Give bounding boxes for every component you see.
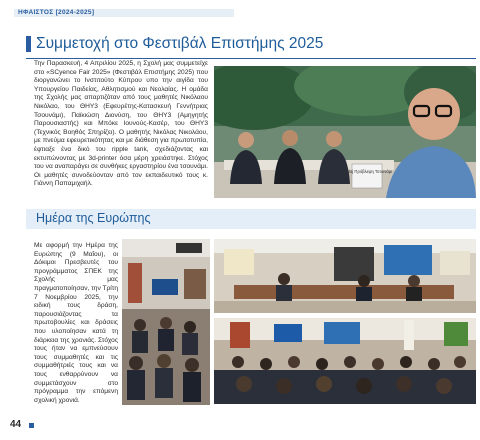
science-fair-photo [214,66,476,198]
page-number: 44 [10,419,22,430]
section-title-science-festival: Συμμετοχή στο Φεστιβάλ Επιστήμης 2025 [36,35,324,52]
section-title-europe-day: Ημέρα της Ευρώπης [36,211,151,225]
magazine-header: ΗΦΑΙΣΤΟΣ [2024-2025] [18,9,95,16]
presentation-photo-top [214,239,476,313]
title-accent-bar [26,36,31,52]
tsunami-sign-text: Σχολή Πρόβλεψη Τσουνάμι [341,169,393,174]
science-festival-paragraph: Την Παρασκευή, 4 Απριλίου 2025, η Σχολή μας συμμετείχε στο «SCyence Fair 2025» (Φεστιβάλ Επιστήμης 2025) που διοργανώνει το Ινστιτούτο Κύπρου υπο την αιγίδα του Υπουργείου Παιδείας, Αθλητισμού και Νεολαίας. Η ομάδα της Σχολής μας απαρτιζόταν από τους μαθητές Νικόλαου Νικόλαο, του ΘΗΥ3 (Εφευρέτης-Κατασκευή Γεννήτριας Τσουνάμι), Παϊκιώση Διονύση, του ΘΗΥ3 (Αμηγητής Παρουσιαστής) και Μπόκε Ιουνούς-Κασέρ, του ΘΗΥ3 (Τεχνικός Βοηθός Σπηρίζει). Ο μαθητής Νικόλας Νικολάου, με πνεύμα εφευρετικότητας και με διάθεση για πρωτοτυπία, έφτιαξε ένα δικό του ripple tank, σχεδιάζοντας και εκτυπώνοντας με 3d-printer όσα μέρη χρειάστηκε. Στόχος του να αναπαράγει σε συνθήκες εργαστηρίου ένα τσουνάμι. Οι μαθητές συνοδεύονταν από τον εκπαιδευτικό τους κ. Γιάννη Παπαμιχαήλ. [34,60,208,188]
audience-photo-bottom [214,318,476,404]
europe-day-paragraph: Με αφορμή την Ημέρα της Ευρώπης (9 Μαΐου), οι Δόκιμοι Πρεσβευτές του προγράμματος ΣΠΕΚ της Σχολής μας πραγματοποίησαν, την Τρίτη 7 Νοεμβρίου 2025, την ειδική τους δράση, παρουσιάζοντας τα πρωτοβουλίες και δράσεις που υλοποίησαν κατά τη διάρκεια της χρονιάς. Στόχος τους ήταν να εμπνεύσουν τους συμμαθητές και τις συμμαθήτριές τους και να τους ενθαρρύνουν να συμμετάσχουν στο πρόγραμμα την επόμενη σχολική χρονιά. [34,242,118,404]
classroom-photo-left [122,239,210,405]
page-number-marker [29,423,34,428]
title-divider [26,58,476,59]
